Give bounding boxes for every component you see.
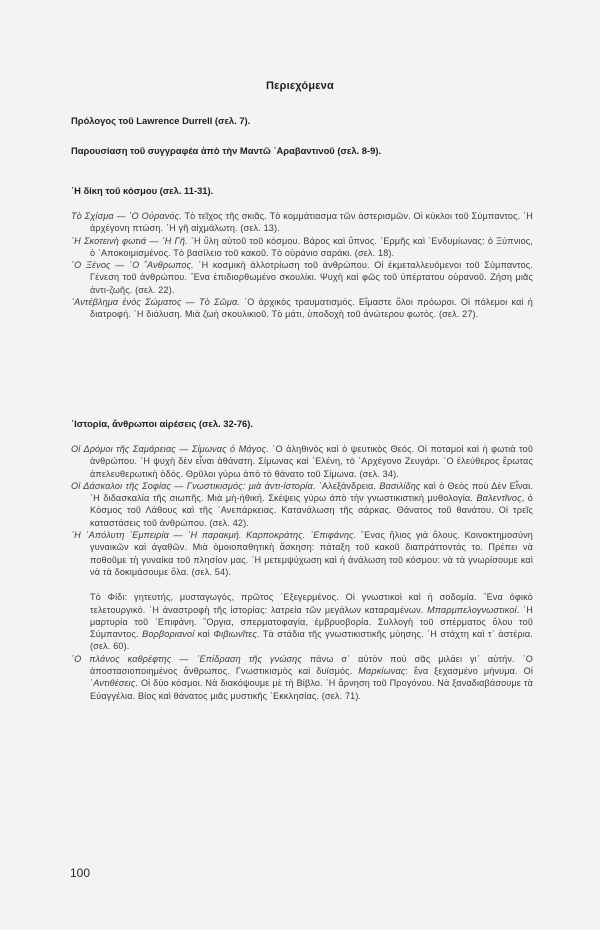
entry-text: ῾Η ὕλη αὐτοῦ τοῦ κόσμου. Βάρος καὶ ὕπνος. ῾Ερμῆς καὶ ᾿Ενδυμίωνας: ὁ Ξύπνιος, ὁ ᾿Αποκοιμισμένος. Τὸ βασίλειο τοῦ κακοῦ. Τὸ οὐράνιο σαράκι. (σελ. 18).	[90, 235, 533, 258]
toc-entry	[71, 296, 533, 321]
entry-title: ῾Ο Ξένος — ῾Ο ῎Ανθρωπος.	[71, 260, 194, 271]
prologue-entry: Πρόλογος τοῦ Lawrence Durrell (σελ. 7).	[71, 115, 251, 126]
entry-text: Τὸ Φίδι: γητευτής, μυσταγωγός, πρῶτος ᾿Εξεγερμένος. Οἱ γνωστικοὶ καὶ ἡ σοδομία. ῞Ενα ὀφικὸ τελετουργικό. ῾Η ἀναστροφὴ τῆς ἱστορίας: λατρεία τῶν μεγάλων καταραμένων.	[90, 592, 533, 615]
entry-text: ᾿Αλεξάνδρεια.	[315, 480, 380, 491]
entry-text: ῾Ο ἀρχικὸς τραυματισμός. Εἴμαστε ὅλοι πρόωροι. Οἱ πόλεμοι καὶ ἡ διατροφή. ῾Η διάλυση. Μιὰ ζωὴ σκουλικιοῦ. Τὸ μάτι, ὑποδοχὴ τοῦ ἀνώτερου φωτός. (σελ. 27).	[90, 297, 533, 320]
entry-title: ῾Η Σκοτεινὴ φωτιά — ῾Η Γῆ.	[71, 235, 188, 246]
presentation-entry: Παρουσίαση τοῦ συγγραφέα ἀπὸ τὴν Μαντῶ ᾿Αραβαντινοῦ (σελ. 8-9).	[71, 145, 382, 156]
entry-text: πάνω σ᾿ αὐτὸν ποὺ σᾶς μιλάει γι᾿ αὐτήν. ῾Ο ἀποστασιοποιημένος ἄνθρωπος. Γνωστικισμὸς καὶ δυϊσμός.	[90, 653, 533, 677]
entry-emphasis: Φιβιωνῖτες	[213, 629, 257, 640]
entry-text: ῾Ο ἀληθινὸς καὶ ὁ ψευτικὸς Θεός. Οἱ ποταμοὶ καὶ ἡ φωτιὰ τοῦ ἀνθρώπου. ῾Η ψυχὴ δὲν εἶναι ἀθάνατη. Σίμωνας καὶ ῾Ελένη, τὸ ᾿Αρχέγονο Ζευγάρι. ῾Ο ἐλεύθερος ἔρωτας ἀπελευθερωτικὴ ὁδός. Θρῦλοι γύρω ἀπὸ τὸ θάνατο τοῦ Σίμωνα. (σελ. 34).	[90, 444, 534, 479]
entry-emphasis: Βαλεντῖνος	[476, 493, 522, 504]
toc-entry	[71, 235, 533, 260]
entry-emphasis: Βασιλίδης	[379, 480, 421, 491]
entry-title: ᾿Αντέβλημα ἑνὸς Σώματος — Τὸ Σῶμα.	[71, 297, 240, 308]
entry-title: Οἱ Δρόμοι τῆς Σαμάρειας — Σίμωνας ὁ Μάγος.	[71, 444, 269, 454]
entry-text: . Οἱ δύο κόσμοι. Νὰ διακόψουμε μὲ τὴ Βίβλο. ῾Η ἄρνηση τοῦ Προγόνου. Νὰ ξαναδιαβάσουμε τὰ Εὐαγγέλια. Βίος καὶ θάνατος μιᾶς μυστικῆς ᾿Εκκλησίας. (σελ. 71).	[90, 678, 533, 701]
entry-text: καὶ	[194, 629, 214, 640]
entry-emphasis: Μαρκίωνας	[358, 666, 406, 677]
entry-text: . ῾Η μαρτυρία τοῦ ᾿Επιφάνη. ῎Οργια, σπερματοφαγία, ἐμβρυοβορία. Συλλογὴ τοῦ σπέρματος ὅλου τοῦ Σύμπαντος.	[90, 604, 533, 640]
toc-entry	[71, 443, 533, 480]
entry-emphasis: Βορβοριανοί	[142, 629, 195, 640]
section-heading: ᾿Ιστορία, ἄνθρωποι αἱρέσεις (σελ. 32-76).	[71, 418, 253, 429]
toc-entry	[71, 653, 533, 702]
entry-text: . Τὰ στάδια τῆς γνωστικιστικῆς μύησης. ῾Η στάχτη καὶ τ᾿ ἀστέρια. (σελ. 60).	[90, 629, 533, 652]
entry-emphasis: Μπαρμπελογνωστικοί	[427, 604, 517, 615]
entry-title: Τὸ Σχίσμα — ῾Ο Οὐρανός.	[71, 211, 182, 221]
entry-text: , ὁ Κόσμος τοῦ Λάθους καὶ τῆς ᾿Ανεπάρκειας. Κατανάλωση τῆς σάρκας. Θάνατος τοῦ θανάτου. Οἱ τρεῖς καταστάσεις τοῦ ἀνθρώπου. (σελ. 42).	[90, 493, 534, 528]
entry-title: Οἱ Δάσκαλοι τῆς Σοφίας — Γνωστικισμός: μιὰ ἀντι-ἱστορία.	[71, 480, 316, 491]
entry-text: καὶ ὁ Θεὸς ποὺ Δὲν Εἶναι. ῾Η διδασκαλία τῆς σιωπῆς. Μιὰ μὴ-ἠθική. Σκέψεις γύρω ἀπὸ τὴν γνωστικιστικὴ μυθολογία.	[90, 480, 533, 504]
page-number: 100	[70, 866, 91, 880]
section-heading: ῾Η δίκη τοῦ κόσμου (σελ. 11-31).	[71, 185, 214, 196]
toc-entry	[71, 210, 533, 235]
toc-entry	[71, 480, 533, 529]
toc-entry	[71, 259, 533, 296]
entry-title: ῾Η ᾿Απόλυτη ᾿Εμπειρία — ῾Η παρακμή. Καρποκράτης. ᾿Επιφάνης.	[71, 530, 357, 541]
entry-title: ῾Ο πλάνος καθρέφτης — ᾿Επίδραση τῆς γνώσης	[71, 653, 302, 664]
entry-text: ῞Ενας ἥλιος γιὰ ὅλους. Κοινοκτημοσύνη γυναικῶν καὶ ἀγαθῶν. Μιὰ ὁμοιοπαθητικὴ ἄσκηση: πάταξη τοῦ κακοῦ διαπράττοντάς το. Πρέπει νὰ ποθοῦμε τὴ γυναίκα τοῦ πλησίον μας. ῾Η μετεμψύχωση καὶ ἡ ἀνάλωση τοῦ κόσμου: νὰ τὰ γνωρίσουμε καὶ νὰ τὰ δοκιμάσουμε ὅλα. (σελ. 54).	[90, 530, 534, 577]
section-entries	[71, 210, 533, 321]
section-entries	[71, 443, 533, 702]
page-title: Περιεχόμενα	[266, 80, 334, 92]
toc-subentry	[71, 591, 533, 652]
entry-text: Τὸ τεῖχος τῆς σκιᾶς. Τὸ κομμάτιασμα τῶν ἀστερισμῶν. Οἱ κύκλοι τοῦ Σύμπαντος. ῾Η ἀρχέγονη πτώση. ῾Η γῆ αἰχμάλωτη. (σελ. 13).	[90, 211, 533, 234]
entry-text: : ἕνα ξεχασμένο μήνυμα. Οἱ ᾿	[90, 666, 533, 689]
entry-text: ῾Η κοσμικὴ ἀλλοτρίωση τοῦ ἀνθρώπου. Οἱ ἐκμεταλλευόμενοι τοῦ Σύμπαντος. Γένεση τοῦ ἀνθρώπου. ῞Ενα ἐπιδιορθωμένο σκουλίκι. Ψυχὴ καὶ φῶς τοῦ ὑπέρτατου οὐρανοῦ. Ζήση μιᾶς ἀντι-ζωῆς. (σελ. 22).	[90, 260, 533, 295]
toc-entry	[71, 529, 533, 578]
entry-emphasis: Αντιθέσεις	[93, 678, 136, 689]
